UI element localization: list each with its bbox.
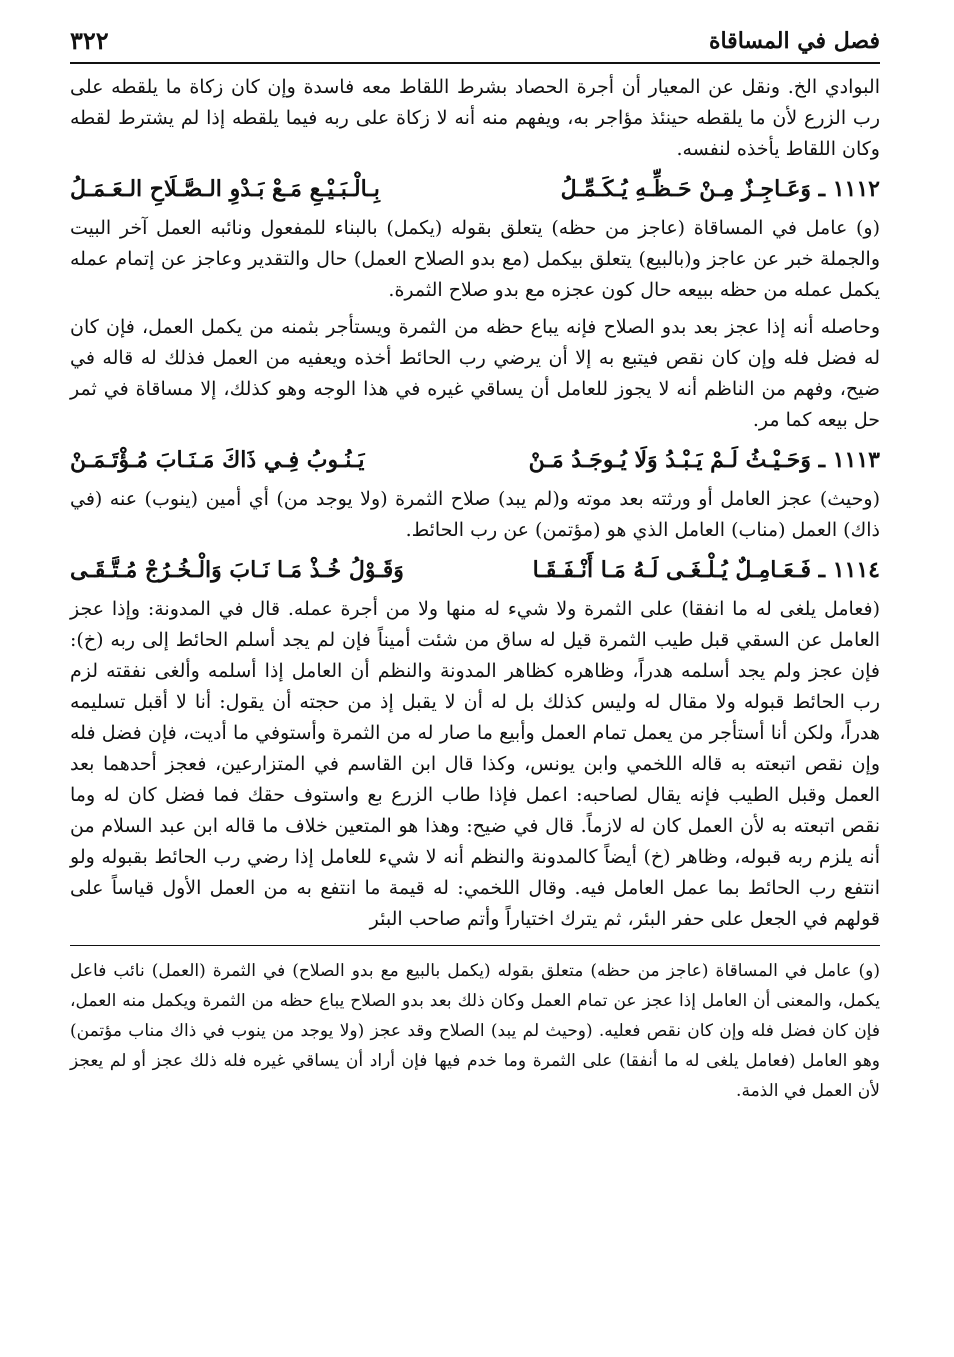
page-number: ٣٢٢	[70, 26, 109, 55]
verse-1113-first-half: ١١١٣ ـ وَحَـيْـثُ لَـمْ يَـبْـدُ وَلَا يُـوجَـدُ مَـنْ	[528, 447, 880, 473]
verse-1112-second-half: بِـالْـبَـيْـعِ مَـعْ بَـدْوِ الـصَّـلَاحِ الـعَـمَـلُ	[70, 176, 380, 202]
verse-1114-second-half: وَقَـوْلُ خُـذْ مَـا نَـابَ وَالْـخُـرُجْ مُـتَّـقَـى	[70, 557, 404, 583]
footnote	[70, 956, 880, 1106]
verse-1113	[70, 442, 880, 478]
paragraph-5: (فعامل يلغى له ما انفقا) على الثمرة ولا شيء له منها ولا من أجرة عمله. قال في المدونة: وإذا عجز العامل عن السقي قبل طيب الثمرة قيل له ساق من شئت أميناً فإن لم يجد أسلم الحائط إلى ربه (خ): فإن عجز ولم يجد أسلمه هدراً، وظاهره كظاهر المدونة والنظم أن العامل إذا أسلمه وألغى نفقته لزم رب الحائط قبوله ولا مقال له وليس كذلك بل له أن لا يقبل إذ من حجته أن يقول: أنا لا أقبل تسليمه هدراً، ولكن أنا أستأجر من يعمل تمام العمل وأبيع ما صار له من الثمرة وأستوفي ما أديت، فإن فضل فله وإن نقص اتبعته به قاله اللخمي وابن يونس، وكذا قال ابن القاسم في المتزارعين، فعجز أحدهما بعد العمل وقبل الطيب فإنه يقال لصاحبه: اعمل فإذا طاب الزرع بع واستوف حقك فما فضل كان له وما نقص اتبعته به لأن العمل كان له لازماً. قال في ضيح: وهذا هو المتعين خلاف ما قاله ابن عبد السلام من أنه يلزم ربه قبوله، وظاهر (خ) أيضاً كالمدونة والنظم أنه لا شيء للعامل إذا رضي رب الحائط بقبوله ولو انتفع رب الحائط بما عمل العامل فيه. وقال اللخمي: له قيمة ما انتفع به من العمل الأول قياساً على قولهم في الجعل على حفر البئر، ثم يترك اختياراً وأتم صاحب البئر	[70, 598, 881, 930]
main-text	[70, 72, 880, 935]
paragraph-1: البوادي الخ. ونقل عن المعيار أن أجرة الحصاد بشرط اللقاط معه فاسدة وإن كان زكاة ما يلقطه على رب الزرع لأن ما يلقطه حينئذ مؤاجر به، ويفهم منه أنه لا زكاة على ربه فيما يلقطه إذا لم يشترط لقطه وكان اللقاط يأخذه لنفسه.	[70, 76, 880, 160]
verse-1112-first-half: ١١١٢ ـ وَعَـاجِـزٌ مِـنْ حَـظِّـهِ يُـكَـمِّـلُ	[560, 176, 880, 202]
verse-1114-first-half: ١١١٤ ـ فَـعَـامِـلٌ يُـلْـغَـى لَـهُ مَـا أَنْـفَـقَـا	[532, 557, 880, 583]
footnote-divider	[70, 945, 880, 946]
verse-1112	[70, 171, 880, 207]
chapter-title: فصل في المساقاة	[708, 28, 880, 54]
footnote-text: (و) عامل في المساقاة (عاجز من حظه) متعلق بقوله (يكمل بالبيع مع بدو الصلاح) في الثمرة (العمل) نائب فاعل يكمل، والمعنى أن العامل إذا عجز عن تمام العمل وكان ذلك بعد بدو الصلاح يباع حظه من الثمرة ويكمل منه العمل، فإن كان فضل فله وإن كان نقص فعليه. (وحيث لم يبد) الصلاح وقد عجز (ولا يوجد من ينوب في ذاك مناب مؤتمن) وهو العامل (فعامل يلغى له ما أنفقا) على الثمرة وما خدم فيها فإن أراد أن يساقي غيره فله ذلك عجز أو لم يعجز لأن العمل في الذمة.	[70, 961, 880, 1101]
paragraph-4: (وحيث) عجز العامل أو ورثته بعد موته و(لم يبد) صلاح الثمرة (ولا يوجد من) أي أمين (ينوب) عنه (في ذاك) العمل (مناب) العامل الذي هو (مؤتمن) عن رب الحائط.	[70, 488, 880, 541]
verse-1114	[70, 552, 880, 588]
page-header	[70, 18, 880, 64]
book-page	[70, 18, 880, 1338]
verse-1113-second-half: يَـنُـوبُ فِـي ذَاكَ مَـنَـابَ مُـؤْتَـمَـنْ	[70, 447, 365, 473]
paragraph-2: (و) عامل في المساقاة (عاجز من حظه) يتعلق بقوله (يكمل) بالبناء للمفعول ونائبه العمل آخر البيت والجملة خبر عن عاجز و(بالبيع) يتعلق بيكمل (مع بدو الصلاح العمل) حال والتقدير وعاجز عن إتمام عمله يكمل عمله من حظه ببيعه حال كون عجزه مع بدو صلاح الثمرة.	[70, 217, 880, 301]
paragraph-3: وحاصله أنه إذا عجز بعد بدو الصلاح فإنه يباع حظه من الثمرة ويستأجر بثمنه من يكمل العمل، فإن كان له فضل فله وإن كان نقص فيتبع به إلا أن يرضي رب الحائط أخذه ويعفيه من العمل فذلك له قاله في ضيح، وفهم من الناظم أنه لا يجوز للعامل أن يساقي غيره في هذا الوجه وهو كذلك، إلا مساقاة في ثمر حل بيعه كما مر.	[70, 316, 880, 431]
